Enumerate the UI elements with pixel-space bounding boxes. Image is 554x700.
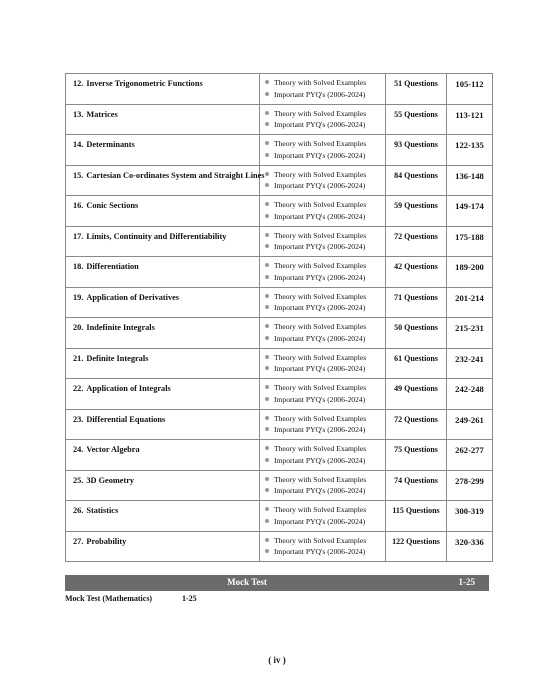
question-count: 50 Questions xyxy=(394,323,438,332)
contents-cell xyxy=(260,531,386,562)
bullet-icon xyxy=(265,385,269,389)
page-range: 249-261 xyxy=(455,414,484,425)
chapter-title xyxy=(66,135,259,149)
question-count: 115 Questions xyxy=(392,506,440,515)
mock-test-entry xyxy=(65,594,197,603)
contents-cell xyxy=(260,318,386,349)
bullet-icon xyxy=(265,80,269,84)
question-count: 72 Questions xyxy=(394,231,438,241)
questions-cell xyxy=(386,104,447,135)
bullet-icon xyxy=(265,366,269,370)
chapter-name: Matrices xyxy=(86,109,118,119)
contents-cell xyxy=(260,74,386,105)
contents-item: Important PYQ's (2006-2024) xyxy=(265,394,385,406)
question-count: 59 Questions xyxy=(394,201,438,210)
chapter-cell xyxy=(66,287,260,318)
questions-cell xyxy=(386,287,447,318)
bullet-icon xyxy=(265,427,269,431)
toc-row xyxy=(66,348,493,379)
bullet-icon xyxy=(265,214,269,218)
chapter-title xyxy=(66,166,265,180)
questions-cell xyxy=(386,226,447,257)
chapter-name: Determinants xyxy=(86,140,135,149)
chapter-cell xyxy=(66,135,260,166)
questions-cell xyxy=(386,318,447,349)
chapter-cell xyxy=(66,501,260,532)
bullet-icon xyxy=(265,336,269,340)
contents-item: Important PYQ's (2006-2024) xyxy=(265,119,385,131)
chapter-number: 25. xyxy=(73,475,84,485)
questions-cell xyxy=(386,501,447,532)
contents-item: Theory with Solved Examples xyxy=(265,291,385,303)
contents-cell xyxy=(260,440,386,471)
questions-cell xyxy=(386,165,447,196)
bullet-icon xyxy=(265,111,269,115)
chapter-number: 26. xyxy=(73,506,84,515)
question-count: 75 Questions xyxy=(394,445,438,454)
pages-cell xyxy=(447,318,493,349)
contents-item: Theory with Solved Examples xyxy=(265,535,385,547)
toc-row xyxy=(66,196,493,227)
pages-cell xyxy=(447,104,493,135)
chapter-name: Inverse Trigonometric Functions xyxy=(86,79,203,88)
chapter-name: Indefinite Integrals xyxy=(86,323,155,332)
page-range: 278-299 xyxy=(455,475,484,486)
chapter-number: 12. xyxy=(73,79,84,88)
chapter-number: 19. xyxy=(73,292,84,302)
chapter-cell xyxy=(66,104,260,135)
page-range: 300-319 xyxy=(455,506,484,516)
contents-item: Important PYQ's (2006-2024) xyxy=(265,363,385,375)
mock-test-entry-pages: 1-25 xyxy=(182,594,197,603)
bullet-icon xyxy=(265,355,269,359)
page-range: 320-336 xyxy=(455,536,484,547)
toc-row xyxy=(66,440,493,471)
page-range: 189-200 xyxy=(455,262,484,272)
chapter-cell xyxy=(66,165,265,196)
contents-item: Theory with Solved Examples xyxy=(265,108,385,120)
page-range: 105-112 xyxy=(455,79,484,89)
contents-item: Theory with Solved Examples xyxy=(265,169,385,181)
chapter-name: Statistics xyxy=(86,506,119,515)
chapter-cell xyxy=(66,257,260,288)
pages-cell xyxy=(447,165,493,196)
chapter-number: 17. xyxy=(73,231,84,241)
contents-item: Theory with Solved Examples xyxy=(265,443,385,455)
chapter-cell xyxy=(66,470,260,501)
pages-cell xyxy=(447,531,493,562)
contents-cell xyxy=(260,226,386,257)
toc-row xyxy=(66,318,493,349)
chapter-number: 27. xyxy=(73,536,84,546)
chapter-title xyxy=(66,532,259,546)
contents-item: Theory with Solved Examples xyxy=(265,413,385,425)
question-count: 122 Questions xyxy=(392,536,440,546)
contents-cell xyxy=(260,135,386,166)
chapter-name: Application of Integrals xyxy=(86,384,171,393)
toc-row xyxy=(66,226,493,257)
chapter-title xyxy=(66,410,259,424)
chapter-title xyxy=(66,379,259,393)
contents-item: Important PYQ's (2006-2024) xyxy=(265,485,385,497)
questions-cell xyxy=(386,531,447,562)
contents-cell xyxy=(260,470,386,501)
contents-item: Important PYQ's (2006-2024) xyxy=(265,546,385,558)
contents-item: Important PYQ's (2006-2024) xyxy=(265,211,385,223)
toc-row xyxy=(66,470,493,501)
chapter-cell xyxy=(66,74,260,105)
chapter-title xyxy=(66,349,259,363)
bullet-icon xyxy=(265,233,269,237)
bullet-icon xyxy=(265,458,269,462)
bullet-icon xyxy=(265,477,269,481)
contents-cell xyxy=(260,409,386,440)
contents-item: Important PYQ's (2006-2024) xyxy=(265,516,385,528)
contents-item: Important PYQ's (2006-2024) xyxy=(265,333,385,345)
bullet-icon xyxy=(265,446,269,450)
toc-row xyxy=(66,531,493,562)
contents-item: Important PYQ's (2006-2024) xyxy=(265,180,385,192)
question-count: 84 Questions xyxy=(394,170,438,180)
toc-row xyxy=(66,287,493,318)
chapter-title xyxy=(66,196,259,210)
page-range: 232-241 xyxy=(455,353,484,364)
mock-test-title: Mock Test xyxy=(227,577,267,587)
contents-cell xyxy=(260,104,386,135)
contents-item: Theory with Solved Examples xyxy=(265,382,385,394)
page-number: ( iv ) xyxy=(268,655,286,665)
pages-cell xyxy=(447,470,493,501)
pages-cell xyxy=(447,409,493,440)
contents-item: Theory with Solved Examples xyxy=(265,352,385,364)
questions-cell xyxy=(386,409,447,440)
mock-test-header xyxy=(65,575,489,591)
contents-cell xyxy=(260,257,386,288)
toc-row xyxy=(66,379,493,410)
chapter-name: Probability xyxy=(86,536,127,546)
question-count: 93 Questions xyxy=(394,140,438,149)
contents-item: Important PYQ's (2006-2024) xyxy=(265,150,385,162)
chapter-number: 20. xyxy=(73,323,84,332)
chapter-title xyxy=(66,257,259,271)
bullet-icon xyxy=(265,507,269,511)
toc-table xyxy=(65,73,493,562)
chapter-title xyxy=(66,501,259,515)
chapter-name: Application of Derivatives xyxy=(86,292,180,302)
contents-item: Important PYQ's (2006-2024) xyxy=(265,272,385,284)
bullet-icon xyxy=(265,183,269,187)
bullet-icon xyxy=(265,263,269,267)
chapter-title xyxy=(66,74,259,88)
bullet-icon xyxy=(265,122,269,126)
questions-cell xyxy=(386,440,447,471)
questions-cell xyxy=(386,257,447,288)
chapter-title xyxy=(66,440,259,454)
question-count: 74 Questions xyxy=(394,475,438,485)
contents-item: Theory with Solved Examples xyxy=(265,504,385,516)
page-range: 149-174 xyxy=(455,201,484,211)
contents-cell xyxy=(260,165,386,196)
contents-cell xyxy=(260,287,386,318)
question-count: 49 Questions xyxy=(394,384,438,393)
chapter-title xyxy=(66,288,259,302)
page-range: 122-135 xyxy=(455,140,484,150)
chapter-cell xyxy=(66,531,260,562)
mock-test-pages: 1-25 xyxy=(458,577,475,587)
contents-cell xyxy=(260,196,386,227)
bullet-icon xyxy=(265,305,269,309)
page-range: 201-214 xyxy=(455,292,484,303)
page-range: 242-248 xyxy=(455,384,484,394)
page-range: 215-231 xyxy=(455,323,484,333)
contents-item: Theory with Solved Examples xyxy=(265,474,385,486)
contents-item: Theory with Solved Examples xyxy=(265,77,385,89)
contents-item: Theory with Solved Examples xyxy=(265,230,385,242)
chapter-number: 18. xyxy=(73,262,84,271)
chapter-name: Conic Sections xyxy=(86,201,139,210)
chapter-cell xyxy=(66,409,260,440)
bullet-icon xyxy=(265,92,269,96)
chapter-name: Cartesian Co-ordinates System and Straight Lines xyxy=(86,170,265,180)
contents-item: Important PYQ's (2006-2024) xyxy=(265,89,385,101)
chapter-number: 15. xyxy=(73,170,84,180)
pages-cell xyxy=(447,135,493,166)
questions-cell xyxy=(386,379,447,410)
chapter-name: Differentiation xyxy=(86,262,139,271)
contents-item: Important PYQ's (2006-2024) xyxy=(265,302,385,314)
contents-item: Important PYQ's (2006-2024) xyxy=(265,241,385,253)
pages-cell xyxy=(447,501,493,532)
chapter-name: Vector Algebra xyxy=(86,445,140,454)
contents-item: Theory with Solved Examples xyxy=(265,138,385,150)
contents-cell xyxy=(260,348,386,379)
contents-item: Theory with Solved Examples xyxy=(265,260,385,272)
bullet-icon xyxy=(265,153,269,157)
pages-cell xyxy=(447,257,493,288)
contents-cell xyxy=(260,501,386,532)
pages-cell xyxy=(447,379,493,410)
contents-item: Theory with Solved Examples xyxy=(265,321,385,333)
chapter-number: 21. xyxy=(73,353,84,363)
chapter-number: 14. xyxy=(73,140,84,149)
chapter-name: Differential Equations xyxy=(86,414,166,424)
toc-row xyxy=(66,257,493,288)
chapter-title xyxy=(66,227,259,241)
bullet-icon xyxy=(265,244,269,248)
chapter-cell xyxy=(66,348,260,379)
bullet-icon xyxy=(265,519,269,523)
pages-cell xyxy=(447,348,493,379)
page-range: 136-148 xyxy=(455,170,484,181)
pages-cell xyxy=(447,226,493,257)
pages-cell xyxy=(447,287,493,318)
pages-cell xyxy=(447,74,493,105)
toc-row xyxy=(66,74,493,105)
questions-cell xyxy=(386,348,447,379)
pages-cell xyxy=(447,196,493,227)
page-range: 262-277 xyxy=(455,445,484,455)
contents-item: Important PYQ's (2006-2024) xyxy=(265,424,385,436)
chapter-name: Limits, Continuity and Differentiability xyxy=(86,231,227,241)
chapter-number: 22. xyxy=(73,384,84,393)
chapter-cell xyxy=(66,318,260,349)
page-range: 175-188 xyxy=(455,231,484,242)
chapter-cell xyxy=(66,196,260,227)
question-count: 55 Questions xyxy=(394,109,438,119)
question-count: 61 Questions xyxy=(394,353,438,363)
chapter-cell xyxy=(66,226,260,257)
questions-cell xyxy=(386,470,447,501)
question-count: 51 Questions xyxy=(394,79,438,88)
bullet-icon xyxy=(265,172,269,176)
bullet-icon xyxy=(265,397,269,401)
bullet-icon xyxy=(265,538,269,542)
contents-item: Important PYQ's (2006-2024) xyxy=(265,455,385,467)
bullet-icon xyxy=(265,141,269,145)
toc-row xyxy=(66,501,493,532)
chapter-number: 24. xyxy=(73,445,84,454)
bullet-icon xyxy=(265,275,269,279)
chapter-cell xyxy=(66,379,260,410)
toc-row xyxy=(66,165,493,196)
chapter-name: Definite Integrals xyxy=(86,353,149,363)
questions-cell xyxy=(386,196,447,227)
chapter-number: 16. xyxy=(73,201,84,210)
contents-cell xyxy=(260,379,386,410)
chapter-title xyxy=(66,318,259,332)
questions-cell xyxy=(386,74,447,105)
chapter-name: 3D Geometry xyxy=(86,475,135,485)
mock-test-entry-title: Mock Test (Mathematics) xyxy=(65,594,153,603)
bullet-icon xyxy=(265,202,269,206)
chapter-number: 23. xyxy=(73,414,84,424)
chapter-cell xyxy=(66,440,260,471)
bullet-icon xyxy=(265,488,269,492)
toc-row xyxy=(66,409,493,440)
bullet-icon xyxy=(265,324,269,328)
bullet-icon xyxy=(265,294,269,298)
chapter-title xyxy=(66,471,259,485)
bullet-icon xyxy=(265,549,269,553)
page-range: 113-121 xyxy=(455,109,484,120)
toc-row xyxy=(66,104,493,135)
toc-row xyxy=(66,135,493,166)
question-count: 71 Questions xyxy=(394,292,438,302)
pages-cell xyxy=(447,440,493,471)
question-count: 72 Questions xyxy=(394,414,438,424)
chapter-title xyxy=(66,105,259,119)
chapter-number: 13. xyxy=(73,109,84,119)
contents-item: Theory with Solved Examples xyxy=(265,199,385,211)
bullet-icon xyxy=(265,416,269,420)
question-count: 42 Questions xyxy=(394,262,438,271)
questions-cell xyxy=(386,135,447,166)
